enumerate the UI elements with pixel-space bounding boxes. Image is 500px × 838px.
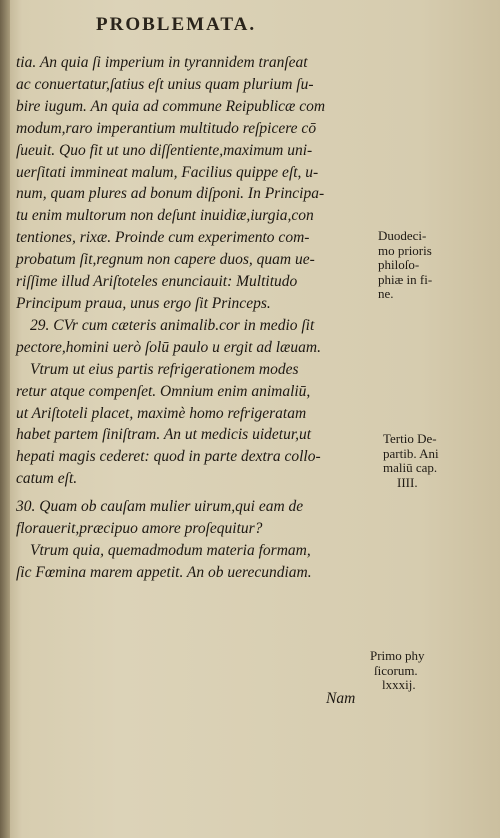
text-line: ſic Fœmina marem appetit. An ob uerecundiam. [16, 563, 312, 581]
margin-note-line: Duodeci- [378, 228, 427, 243]
margin-note-line: partib. Ani [383, 445, 439, 461]
margin-note-line: Primo phy [370, 648, 425, 663]
catchword: Nam [326, 690, 356, 707]
page-gutter-shadow [0, 0, 10, 838]
running-title: PROBLEMATA. [96, 14, 257, 35]
text-line: retur atque compenſet. Omnium enim animaliū, [16, 382, 311, 400]
text-line: ſueuit. Quo fit ut uno diſſentiente,maximum uni- [16, 141, 313, 159]
text-line: tu enim multorum non deſunt inuidiæ,iurgia,con [16, 207, 314, 225]
text-line: riſſime illud Ariſtoteles enunciauit: Multitudo [16, 273, 298, 291]
main-text-block [16, 52, 384, 584]
margin-note-tertio-de-partibus [383, 432, 469, 490]
margin-note-line: ne. [378, 286, 394, 301]
text-line: uerſitati immineat malum, Facilius quippe eſt, u- [16, 163, 319, 181]
text-line: Vtrum ut eius partis refrigerationem modes [30, 360, 299, 378]
text-line: habet partem ſiniſtram. An ut medicis uidetur,ut [16, 426, 312, 444]
margin-note-line: phiæ in fi- [378, 271, 433, 287]
margin-note-line: mo prioris [378, 242, 432, 258]
text-line: catum eſt. [16, 470, 78, 488]
text-line: probatum ſit,regnum non capere duos, quam ue- [16, 251, 315, 269]
text-line: tia. An quia ſi imperium in tyrannidem tranſeat [16, 54, 308, 71]
problem-30-heading: 30. Quam ob cauſam mulier uirum,qui eam de [16, 498, 304, 516]
text-line: bire iugum. An quia ad commune Reipublicæ com [16, 97, 326, 115]
margin-note-line: ſicorum. [374, 662, 418, 678]
text-line: tentiones, rixæ. Proinde cum experimento com- [16, 229, 310, 247]
text-line: Principum praua, unus ergo ſit Princeps. [16, 294, 271, 312]
text-line: num, quam plures ad bonum diſponi. In Principa- [16, 185, 325, 203]
margin-note-primo-physicorum [370, 649, 462, 693]
margin-note-line: maliū cap. [383, 460, 438, 475]
text-line: ac conuertatur,ſatius eſt unius quam plurium ſu- [16, 75, 314, 93]
text-line: florauerit,præcipuo amore proſequitur? [16, 520, 263, 538]
margin-note-line: IIII. [397, 474, 418, 490]
text-line: ut Ariſtoteli placet, maximè homo refrigeratam [16, 404, 307, 422]
margin-note-line: Tertio De- [383, 431, 437, 446]
text-line: pectore,homini uerò ſolū paulo u ergit ad læuam. [16, 338, 321, 356]
problem-29-heading: 29. CVr cum cæteris animalib.cor in medio ſit [30, 316, 315, 334]
text-line: Vtrum quia, quemadmodum materia formam, [30, 541, 311, 559]
margin-note-duodecimo [378, 229, 464, 302]
margin-note-line: lxxxij. [382, 677, 416, 692]
margin-note-line: philoſo- [378, 257, 420, 272]
text-line: hepati magis cederet: quod in parte dextra collo- [16, 448, 321, 466]
text-line: modum,raro imperantium multitudo reſpicere cō [16, 119, 317, 137]
